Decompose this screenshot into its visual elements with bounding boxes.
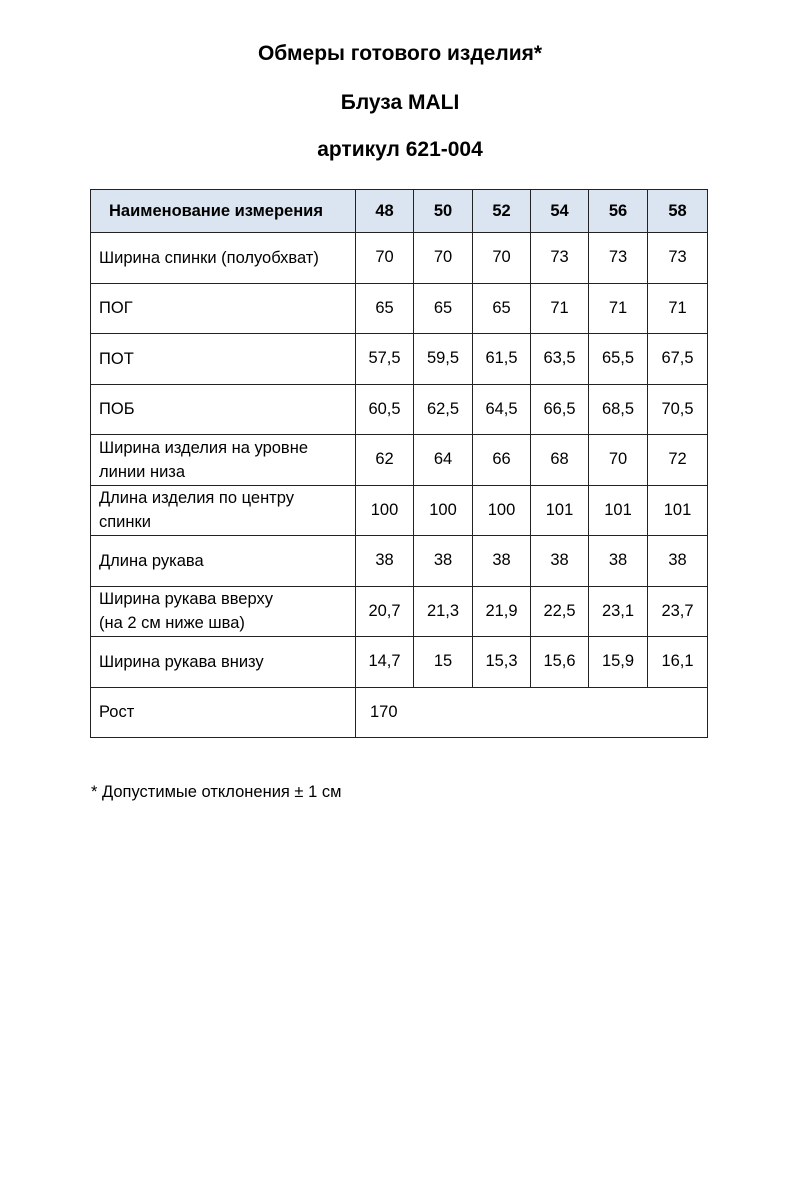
cell-value: 57,5 [356,334,414,385]
column-header-size: 58 [648,190,708,233]
column-header-size: 56 [589,190,648,233]
row-label-line: (на 2 см ниже шва) [99,614,245,633]
cell-value: 38 [589,536,648,587]
cell-value: 15 [414,637,473,688]
page-title: Обмеры готового изделия* [257,42,543,65]
row-label-line: Ширина рукава внизу [99,652,264,671]
table-row [91,334,708,385]
cell-value: 67,5 [648,334,708,385]
cell-value: 15,3 [473,637,531,688]
footnote: * Допустимые отклонения ± 1 см [91,783,342,801]
row-label-line: Ширина изделия на уровне [99,438,308,457]
cell-value: 59,5 [414,334,473,385]
row-label-line: ПОГ [99,299,133,318]
table-row [91,384,708,435]
row-label-line: спинки [99,513,151,532]
table-row [91,435,708,486]
row-label [91,233,356,284]
cell-value: 70 [414,233,473,284]
cell-value: 101 [589,485,648,536]
cell-value: 15,9 [589,637,648,688]
cell-value: 73 [531,233,589,284]
cell-value: 71 [531,283,589,334]
cell-value: 71 [589,283,648,334]
column-header-size: 48 [356,190,414,233]
row-label: Рост [91,687,356,738]
cell-value: 23,1 [589,586,648,637]
cell-value: 61,5 [473,334,531,385]
cell-value: 66 [473,435,531,486]
cell-value: 38 [356,536,414,587]
row-label-line: ПОБ [99,400,135,419]
cell-value: 70 [589,435,648,486]
cell-value: 63,5 [531,334,589,385]
cell-value: 68 [531,435,589,486]
row-label-line: Длина рукава [99,551,204,570]
column-header-size: 52 [473,190,531,233]
cell-value: 72 [648,435,708,486]
cell-value: 66,5 [531,384,589,435]
row-label-line: линии низа [99,462,186,481]
row-label [91,283,356,334]
row-label [91,536,356,587]
cell-value: 60,5 [356,384,414,435]
cell-value: 70 [356,233,414,284]
table-row [91,485,708,536]
cell-value: 62 [356,435,414,486]
column-header-measurement: Наименование измерения [91,190,356,233]
cell-value: 100 [414,485,473,536]
cell-value: 101 [648,485,708,536]
cell-value: 15,6 [531,637,589,688]
cell-value: 100 [473,485,531,536]
table-header-row [91,190,708,233]
column-header-size: 50 [414,190,473,233]
row-label-line: Ширина рукава вверху [99,590,273,609]
row-label [91,485,356,536]
row-label-line: ПОТ [99,349,134,368]
cell-value: 38 [473,536,531,587]
cell-value: 21,3 [414,586,473,637]
table-row [91,536,708,587]
cell-value: 64,5 [473,384,531,435]
measurements-table [90,189,708,738]
row-label-line: Длина изделия по центру [99,489,294,508]
cell-value: 73 [589,233,648,284]
cell-value: 73 [648,233,708,284]
row-label-line: Ширина спинки (полуобхват) [99,248,319,267]
column-header-size: 54 [531,190,589,233]
cell-value: 70 [473,233,531,284]
cell-value: 71 [648,283,708,334]
cell-value: 62,5 [414,384,473,435]
table-row [91,586,708,637]
table-row-height [91,687,708,738]
row-label [91,384,356,435]
cell-value: 16,1 [648,637,708,688]
row-label [91,435,356,486]
cell-value: 20,7 [356,586,414,637]
cell-value: 21,9 [473,586,531,637]
cell-value: 65 [356,283,414,334]
cell-value: 68,5 [589,384,648,435]
height-value: 170 [356,687,708,738]
row-label [91,586,356,637]
cell-value: 38 [648,536,708,587]
cell-value: 65,5 [589,334,648,385]
cell-value: 38 [414,536,473,587]
cell-value: 101 [531,485,589,536]
cell-value: 23,7 [648,586,708,637]
cell-value: 22,5 [531,586,589,637]
cell-value: 14,7 [356,637,414,688]
cell-value: 38 [531,536,589,587]
cell-value: 70,5 [648,384,708,435]
cell-value: 65 [414,283,473,334]
table-row [91,233,708,284]
cell-value: 65 [473,283,531,334]
cell-value: 100 [356,485,414,536]
product-name: Блуза MALI [340,91,460,114]
cell-value: 64 [414,435,473,486]
table-row [91,283,708,334]
table-row [91,637,708,688]
article-number: артикул 621-004 [317,138,483,161]
row-label [91,637,356,688]
row-label [91,334,356,385]
